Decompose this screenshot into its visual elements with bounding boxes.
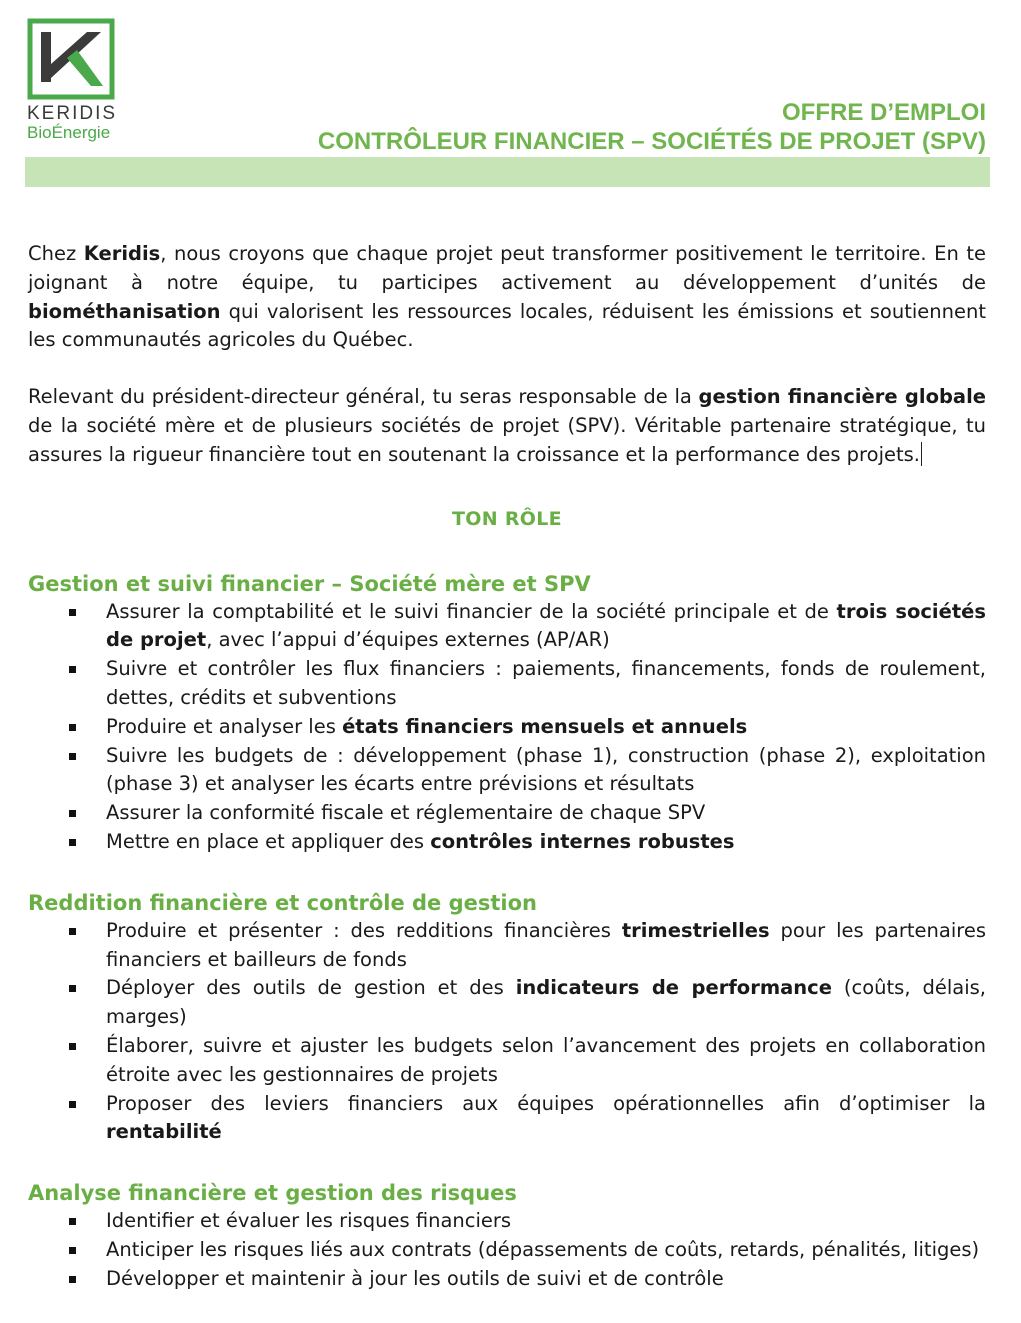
header-band [25, 157, 990, 187]
list-item [28, 742, 986, 800]
text-run: Élaborer, suivre et ajuster les budgets selon l’avancement des projets en collaboration étroite avec les gestionnaires de projets [106, 1033, 986, 1086]
text-run: de la société mère et de plusieurs sociétés de projet (SPV). Véritable partenaire stratégique, tu assures la rigueur financière tout en soutenant la croissance et la performance des projets. [28, 413, 986, 466]
bold-text: contrôles internes robustes [430, 829, 735, 853]
text-run: Assurer la comptabilité et le suivi financier de la société principale et de [106, 599, 837, 623]
logo-name: KERIDIS [27, 103, 118, 124]
list-item [28, 828, 986, 857]
list-item [28, 713, 986, 742]
position-title: CONTRÔLEUR FINANCIER – SOCIÉTÉS DE PROJET (SPV) [317, 128, 986, 155]
section-heading: Reddition financière et contrôle de gestion [28, 890, 538, 915]
bold-text: biométhanisation [28, 299, 221, 323]
text-run: Produire et analyser les [106, 714, 343, 738]
text-run: Anticiper les risques liés aux contrats (dépassements de coûts, retards, pénalités, litiges) [106, 1237, 980, 1261]
bold-text: gestion financière globale [698, 385, 986, 409]
intro-paragraph [28, 383, 986, 469]
text-run: Relevant du président-directeur général, tu seras responsable de la [28, 385, 699, 409]
bold-text: Keridis [83, 242, 161, 265]
list-item [28, 1090, 986, 1148]
text-run: Chez [28, 242, 84, 265]
intro-paragraph [28, 240, 986, 355]
square-bullet-icon [69, 1043, 76, 1050]
section [28, 570, 986, 857]
list-item [28, 1265, 986, 1294]
bullet-list [28, 1207, 986, 1293]
list-item [28, 598, 986, 656]
square-bullet-icon [69, 753, 76, 760]
square-bullet-icon [69, 666, 76, 673]
bold-text: trimestrielles [621, 918, 770, 942]
text-run: Suivre les budgets de : développement (phase 1), construction (phase 2), exploitation (phase 3) et analyser les écarts entre prévisions et résultats [106, 743, 986, 796]
text-run: (coûts, délais, marges) [106, 976, 986, 1029]
logo-subtitle: BioÉnergie [27, 123, 111, 142]
text-run: Proposer des leviers financiers aux équipes opérationnelles afin d’optimiser la [106, 1091, 986, 1115]
text-run: pour les partenaires financiers et bailleurs de fonds [106, 918, 986, 971]
role-heading: TON RÔLE [452, 507, 562, 530]
section-heading: Gestion et suivi financier – Société mère et SPV [28, 571, 591, 596]
text-run: , avec l’appui d’équipes externes (AP/AR) [206, 628, 610, 652]
bold-text: indicateurs de performance [515, 976, 832, 1000]
text-cursor [921, 442, 922, 466]
square-bullet-icon [69, 810, 76, 817]
bold-text: états financiers mensuels et annuels [342, 714, 748, 738]
section [28, 1179, 986, 1293]
keridis-k-icon [27, 18, 115, 100]
bold-text: trois sociétés de projet [106, 599, 986, 652]
list-item [28, 799, 986, 828]
text-run: Identifier et évaluer les risques financiers [106, 1209, 512, 1233]
text-run: Produire et présenter : des redditions financières [106, 918, 622, 942]
list-item [28, 1207, 986, 1236]
list-item [28, 1236, 986, 1265]
text-run: Déployer des outils de gestion et des [106, 976, 516, 1000]
list-item [28, 1032, 986, 1090]
square-bullet-icon [69, 1276, 76, 1283]
square-bullet-icon [69, 1247, 76, 1254]
square-bullet-icon [69, 839, 76, 846]
square-bullet-icon [69, 1101, 76, 1108]
offer-title: OFFRE D’EMPLOI [782, 99, 986, 126]
bold-text: rentabilité [106, 1120, 222, 1144]
company-logo [27, 18, 117, 142]
square-bullet-icon [69, 724, 76, 731]
bullet-list [28, 917, 986, 1147]
bullet-list [28, 598, 986, 857]
text-run: qui valorisent les ressources locales, réduisent les émissions et soutiennent les communautés agricoles du Québec. [28, 299, 986, 352]
text-run: Mettre en place et appliquer des [106, 829, 431, 853]
text-run: Assurer la conformité fiscale et réglementaire de chaque SPV [106, 801, 706, 825]
list-item [28, 655, 986, 713]
text-run: Développer et maintenir à jour les outils de suivi et de contrôle [106, 1266, 724, 1290]
square-bullet-icon [69, 609, 76, 616]
square-bullet-icon [69, 928, 76, 935]
section [28, 889, 986, 1147]
document-title-block [318, 98, 986, 156]
square-bullet-icon [69, 1218, 76, 1225]
square-bullet-icon [69, 985, 76, 992]
list-item [28, 974, 986, 1032]
list-item [28, 917, 986, 975]
document-body [28, 240, 986, 1294]
text-run: Suivre et contrôler les flux financiers : paiements, financements, fonds de roulement, dettes, crédits et subventions [106, 657, 986, 709]
section-heading: Analyse financière et gestion des risques [28, 1181, 517, 1206]
text-run: , nous croyons que chaque projet peut transformer positivement le territoire. En te joignant à notre équipe, tu participes activement au développement d’unités de [28, 242, 987, 294]
